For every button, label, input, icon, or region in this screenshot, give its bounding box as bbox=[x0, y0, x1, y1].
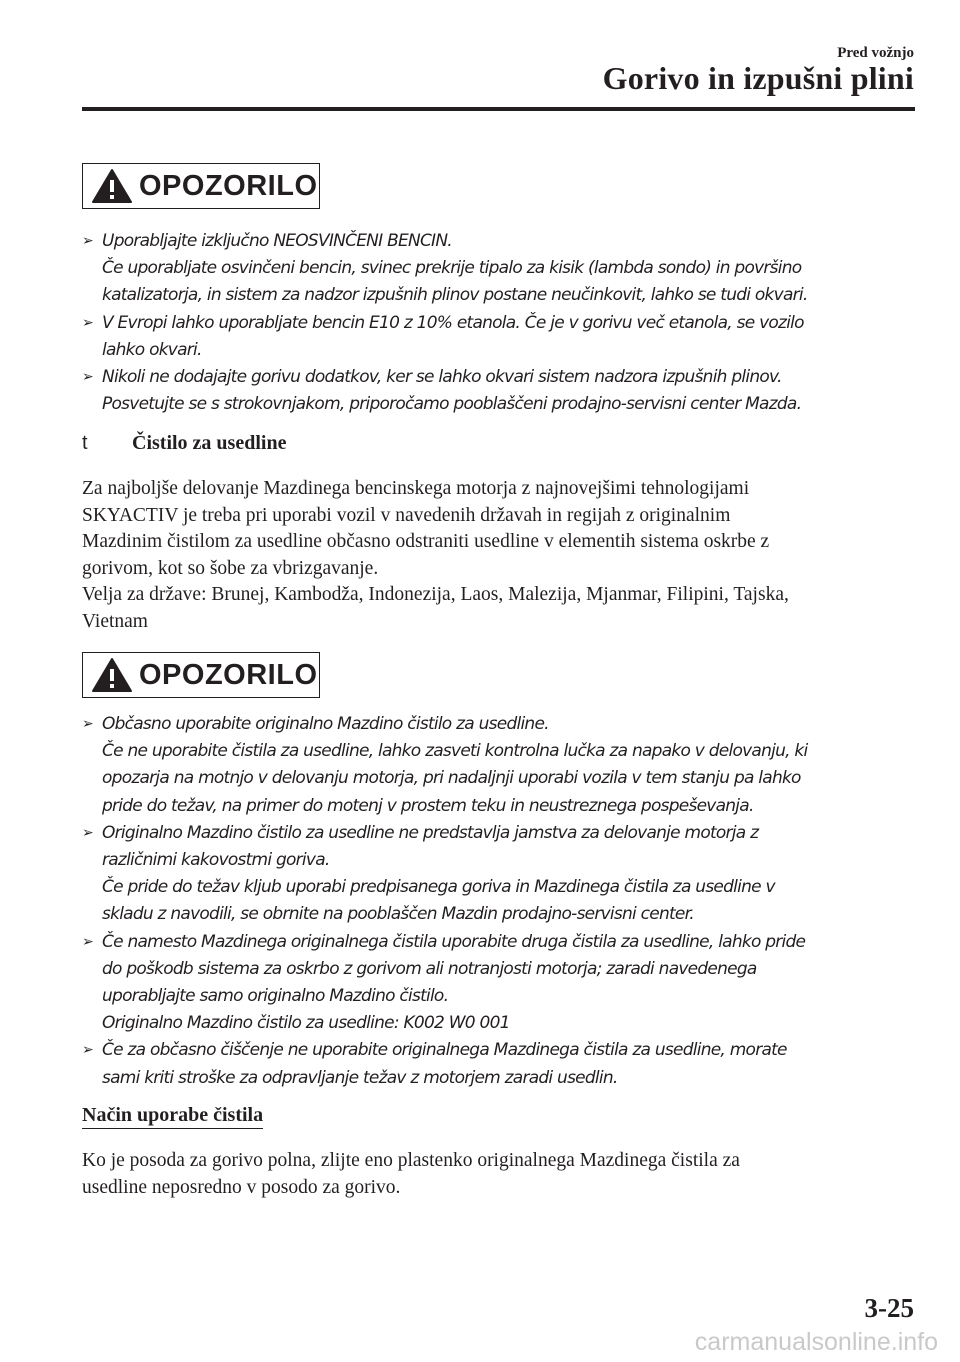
warning-1-line: Nikoli ne dodajajte gorivu dodatkov, ker se lahko okvari sistem nadzora izpušnih plinov. bbox=[102, 367, 782, 388]
warning-2-line: Če namesto Mazdinega originalnega čistila uporabite druga čistila za usedline, lahko pride bbox=[102, 931, 806, 952]
warning-2-item bbox=[82, 1037, 918, 1091]
warning-1-list bbox=[82, 228, 918, 418]
warning-box-1 bbox=[82, 163, 320, 209]
usage-heading: Način uporabe čistila bbox=[82, 1104, 263, 1129]
arrowhead-bullet-icon: ➢ bbox=[82, 1042, 93, 1059]
header-title: Gorivo in izpušni plini bbox=[602, 60, 914, 96]
section-title: Čistilo za usedline bbox=[132, 432, 287, 454]
warning-2-line: Če pride do težav kljub uporabi predpisanega goriva in Mazdinega čistila za usedline v bbox=[102, 877, 775, 898]
arrowhead-bullet-icon: ➢ bbox=[82, 933, 93, 950]
warning-2-item bbox=[82, 929, 918, 1038]
warning-2-line: uporabljajte samo originalno Mazdino čistilo. bbox=[102, 986, 449, 1007]
section-heading bbox=[82, 432, 286, 455]
warning-1-line: Posvetujte se s strokovnjakom, priporočamo pooblaščeni prodajno-servisni center Mazda. bbox=[102, 394, 802, 415]
warning-2-item bbox=[82, 820, 918, 929]
warning-label: OPOZORILO bbox=[139, 169, 318, 202]
arrowhead-bullet-icon: ➢ bbox=[82, 314, 93, 331]
warning-1-line: Uporabljajte izključno NEOSVINČENI BENCIN. bbox=[102, 231, 452, 251]
paragraph-line: Vietnam bbox=[82, 610, 148, 632]
arrowhead-bullet-icon: ➢ bbox=[82, 233, 93, 249]
warning-label: OPOZORILO bbox=[139, 658, 318, 691]
paragraph-line: SKYACTIV je treba pri uporabi vozil v navedenih državah in regijah z originalnim bbox=[82, 504, 731, 526]
warning-triangle-icon bbox=[91, 657, 133, 693]
arrowhead-bullet-icon: ➢ bbox=[82, 369, 93, 386]
warning-2-line: pride do težav, na primer do motenj v prostem teku in neustreznega pospeševanja. bbox=[102, 795, 754, 816]
arrowhead-bullet-icon: ➢ bbox=[82, 824, 93, 841]
paragraph-line: usedline neposredno v posodo za gorivo. bbox=[82, 1176, 401, 1198]
warning-1-item bbox=[82, 364, 918, 418]
warning-2-line: sami kriti stroške za odpravljanje težav z motorjem zaradi usedlin. bbox=[102, 1067, 618, 1088]
warning-1-item bbox=[82, 228, 918, 310]
warning-1-item bbox=[82, 310, 918, 364]
warning-2-line: Originalno Mazdino čistilo za usedline: K002 W0 001 bbox=[102, 1013, 510, 1034]
paragraph-line: Za najboljše delovanje Mazdinega bencinskega motorja z najnovejšimi tehnologijami bbox=[82, 478, 750, 499]
warning-triangle-icon bbox=[91, 168, 133, 204]
warning-box-2 bbox=[82, 652, 320, 698]
header-section: Pred vožnjo bbox=[837, 45, 914, 61]
watermark: carmanualsonline.info bbox=[694, 1328, 938, 1356]
paragraph-line: Ko je posoda za gorivo polna, zlijte eno plastenko originalnega Mazdinega čistila za bbox=[82, 1150, 740, 1171]
warning-1-line: katalizatorja, in sistem za nadzor izpušnih plinov postane neučinkovit, lahko se tudi okvari. bbox=[102, 285, 808, 306]
warning-2-line: različnimi kakovostmi goriva. bbox=[102, 850, 330, 871]
paragraph-line: gorivom, kot so šobe za vbrizgavanje. bbox=[82, 557, 379, 579]
section-paragraph bbox=[82, 476, 918, 636]
warning-2-item bbox=[82, 711, 918, 820]
warning-2-line: Originalno Mazdino čistilo za usedline ne predstavlja jamstva za delovanje motorja z bbox=[102, 822, 759, 843]
warning-1-line: lahko okvari. bbox=[102, 339, 202, 360]
warning-1-line: Če uporabljate osvinčeni bencin, svinec prekrije tipalo za kisik (lambda sondo) in površino bbox=[102, 258, 802, 279]
warning-2-list bbox=[82, 711, 918, 1092]
page-number: 3-25 bbox=[864, 1293, 914, 1323]
paragraph-line: Velja za države: Brunej, Kambodža, Indonezija, Laos, Malezija, Mjanmar, Filipini, Tajska, bbox=[82, 584, 789, 606]
warning-2-line: Občasno uporabite originalno Mazdino čistilo za usedline. bbox=[102, 714, 549, 734]
warning-2-line: Če ne uporabite čistila za usedline, lahko zasveti kontrolna lučka za napako v delovanju, ki bbox=[102, 741, 808, 762]
warning-2-line: Če za občasno čiščenje ne uporabite originalnega Mazdinega čistila za usedline, morate bbox=[102, 1040, 787, 1061]
arrowhead-bullet-icon: ➢ bbox=[82, 716, 93, 732]
warning-2-line: do poškodb sistema za oskrbo z gorivom ali notranjosti motorja; zaradi navedenega bbox=[102, 958, 757, 979]
section-marker: t bbox=[82, 432, 88, 454]
header-rule bbox=[82, 107, 915, 111]
warning-2-line: skladu z navodili, se obrnite na pooblaščen Mazdin prodajno-servisni center. bbox=[102, 904, 694, 925]
warning-2-line: opozarja na motnjo v delovanju motorja, pri nadaljnji uporabi vozila v tem stanju pa lahko bbox=[102, 768, 801, 789]
paragraph-line: Mazdinim čistilom za usedline občasno odstraniti usedline v elementih sistema oskrbe z bbox=[82, 531, 770, 553]
usage-paragraph bbox=[82, 1148, 918, 1201]
warning-1-line: V Evropi lahko uporabljate bencin E10 z 10% etanola. Če je v gorivu več etanola, se vozilo bbox=[102, 312, 804, 333]
